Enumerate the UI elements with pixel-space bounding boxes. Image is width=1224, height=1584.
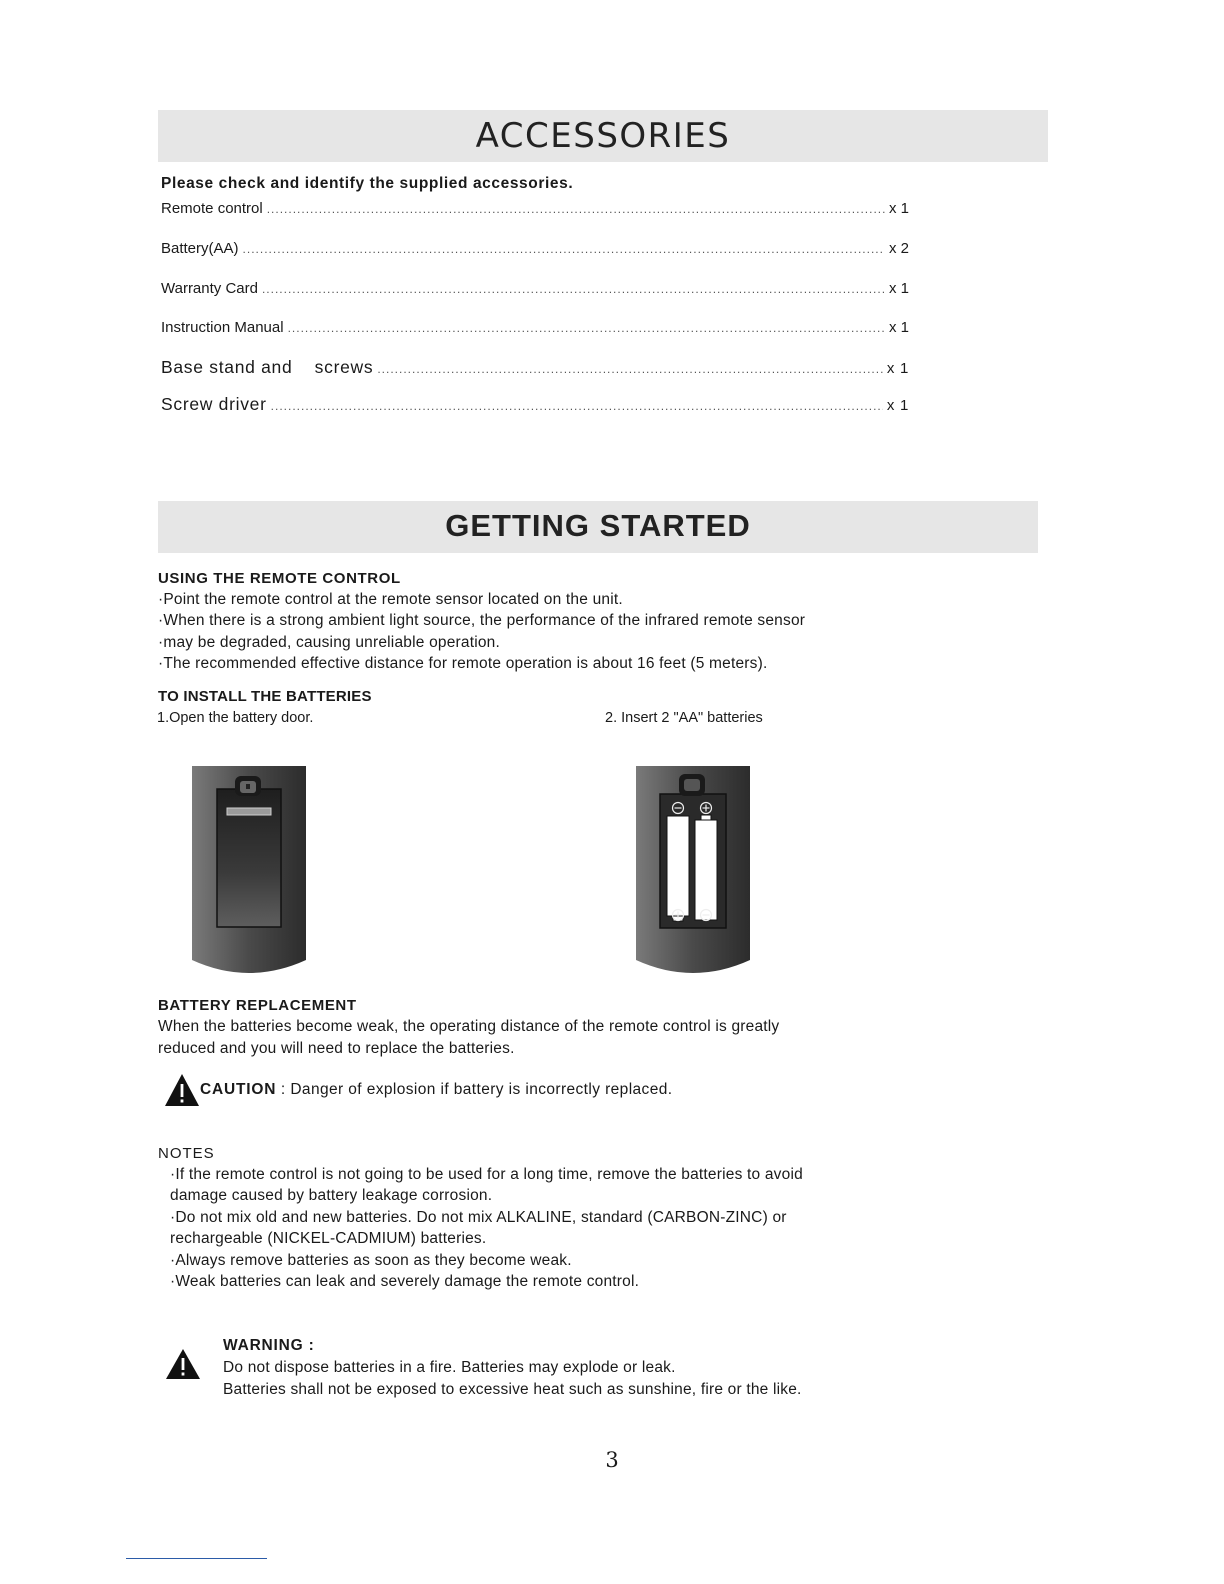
accessory-name: Battery(AA) [161, 240, 239, 257]
accessory-item [161, 280, 909, 297]
accessory-qty: x 1 [888, 200, 909, 217]
warning-label: WARNING : [223, 1337, 315, 1354]
replacement-line: reduced and you will need to replace the batteries. [158, 1040, 515, 1057]
getting-started-title: GETTING STARTED [445, 508, 751, 543]
leader-dots [288, 321, 885, 335]
accessory-qty: x 1 [888, 319, 909, 336]
warning-line: Do not dispose batteries in a fire. Batteries may explode or leak. [223, 1359, 676, 1376]
leader-dots [243, 242, 885, 256]
accessory-item [161, 357, 909, 378]
accessory-item [161, 200, 909, 217]
remote-line: ·Point the remote control at the remote sensor located on the unit. [158, 591, 623, 608]
caution-message: : Danger of explosion if battery is incorrectly replaced. [276, 1081, 673, 1098]
warning-line: Batteries shall not be exposed to excessive heat such as sunshine, fire or the like. [223, 1381, 802, 1398]
accessory-name: Warranty Card [161, 280, 258, 297]
remote-battery-door-closed-illustration [188, 764, 310, 978]
accessory-qty: x 2 [888, 240, 909, 257]
notes-line: rechargeable (NICKEL-CADMIUM) batteries. [170, 1230, 487, 1247]
accessories-banner [158, 110, 1048, 162]
notes-line: ·Weak batteries can leak and severely damage the remote control. [170, 1273, 640, 1290]
leader-dots [377, 362, 883, 376]
notes-line: ·Always remove batteries as soon as they become weak. [170, 1252, 572, 1269]
replacement-heading: BATTERY REPLACEMENT [158, 997, 357, 1014]
remote-heading: USING THE REMOTE CONTROL [158, 570, 401, 587]
accessory-qty: x 1 [886, 397, 909, 414]
install-heading: TO INSTALL THE BATTERIES [158, 688, 372, 705]
accessory-item [161, 319, 909, 336]
notes-line: ·If the remote control is not going to be used for a long time, remove the batteries to avoid [170, 1166, 803, 1183]
install-step-1: 1.Open the battery door. [157, 710, 314, 726]
leader-dots [267, 202, 885, 216]
notes-label: NOTES [158, 1145, 215, 1162]
accessory-name: Remote control [161, 200, 263, 217]
leader-dots [262, 282, 885, 296]
page-number: 3 [605, 1448, 619, 1472]
accessory-name: Screw driver [161, 394, 267, 414]
remote-line: ·The recommended effective distance for remote operation is about 16 feet (5 meters). [158, 655, 768, 672]
accessory-item [161, 240, 909, 257]
accessory-name: Instruction Manual [161, 319, 284, 336]
notes-line: ·Do not mix old and new batteries. Do not mix ALKALINE, standard (CARBON-ZINC) or [170, 1209, 787, 1226]
footer-rule [126, 1558, 267, 1559]
leader-dots [271, 399, 883, 413]
accessories-title: ACCESSORIES [475, 116, 731, 156]
accessory-name: Base stand and screws [161, 357, 374, 377]
remote-line: ·may be degraded, causing unreliable operation. [158, 634, 501, 651]
accessories-intro: Please check and identify the supplied accessories. [161, 175, 574, 192]
warning-triangle-icon [165, 1348, 201, 1380]
notes-line: damage caused by battery leakage corrosion. [170, 1187, 493, 1204]
install-step-2: 2. Insert 2 "AA" batteries [605, 710, 763, 726]
remote-line: ·When there is a strong ambient light source, the performance of the infrared remote sensor [158, 612, 806, 629]
warning-triangle-icon [164, 1073, 200, 1107]
caution-text [200, 1081, 672, 1099]
getting-started-banner [158, 501, 1038, 553]
accessory-qty: x 1 [888, 280, 909, 297]
caution-label: CAUTION [200, 1081, 277, 1098]
remote-batteries-inserted-illustration [632, 764, 754, 978]
accessory-qty: x 1 [886, 360, 909, 377]
replacement-line: When the batteries become weak, the operating distance of the remote control is greatly [158, 1018, 780, 1035]
accessory-item [161, 394, 909, 415]
